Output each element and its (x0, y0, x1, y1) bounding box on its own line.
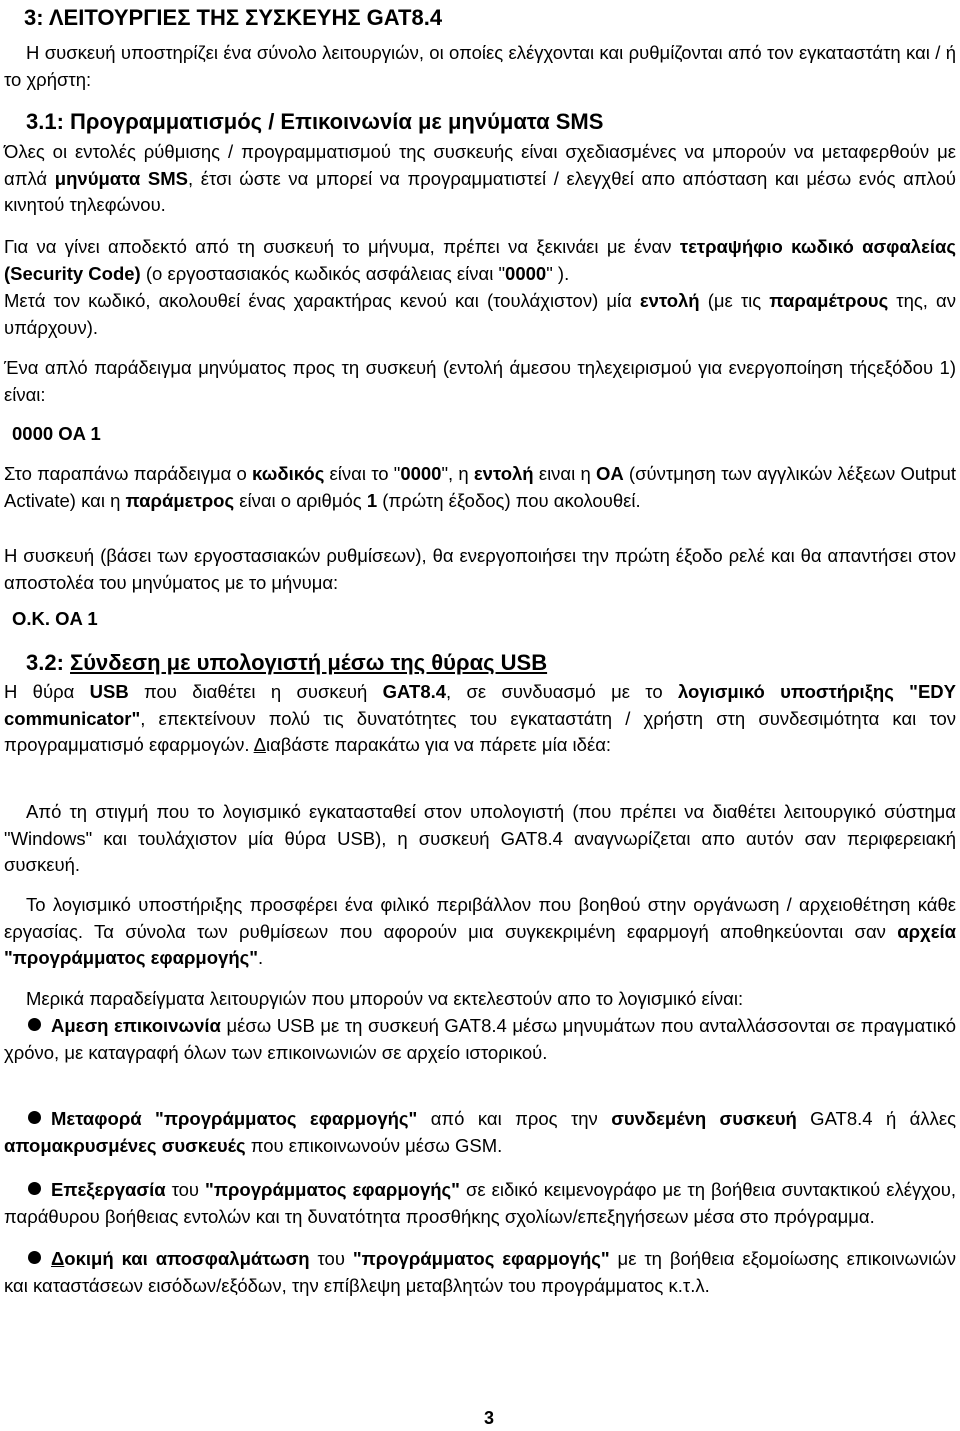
bullet-icon (28, 1018, 41, 1031)
list-item: Αμεση επικοινωνία μέσω USB με τη συσκευή GAT8.4 μέσω μηνυμάτων που ανταλλάσσονται σε πραγματικό χρόνο, με καταγραφή όλων των επικοινωνιών σε αρχείο ιστορικού. (4, 1015, 957, 1063)
sms-paragraph-5: Στο παραπάνω παράδειγμα ο κωδικός είναι το "0000", η εντολή ειναι η OA (σύντμηση των αγγλικών λέξεων Output Activate) και η παράμετρος είναι ο αριθμός 1 (πρώτη έξοδος) που ακολουθεί. (4, 463, 956, 511)
sms-example-code: 0000 OA 1 (12, 423, 101, 444)
intro-paragraph: Η συσκευή υποστηρίζει ένα σύνολο λειτουργιών, οι οποίες ελέγχονται και ρυθμίζονται από τον εγκαταστάτη και / ή το χρήστη: (4, 42, 956, 90)
usb-paragraph-1: Η θύρα USB που διαθέτει η συσκευή GAT8.4, σε συνδυασμό με το λογισμικό υποστήριξης "EDY communicator", επεκτείνουν πολύ τις δυνατότητες του εγκαταστάτη / χρήστη στη συνδεσιμότητα και τον προγραμματισμό εφαρμογών. Διαβάστε παρακάτω για να πάρετε μία ιδέα: (4, 681, 956, 756)
page-number: 3 (484, 1408, 495, 1428)
sms-paragraph-2: Για να γίνει αποδεκτό από τη συσκευή το μήνυμα, πρέπει να ξεκινάει με έναν τετραψήφιο κωδικό ασφαλείας (Security Code) (ο εργοστασιακός κωδικός ασφάλειας είναι "0000" ). (4, 236, 956, 284)
sms-paragraph-1: Όλες οι εντολές ρύθμισης / προγραμματισμού της συσκευής είναι σχεδιασμένες να μπορούν να μεταφερθούν με απλά μηνύματα SMS, έτσι ώστε να μπορεί να προγραμματιστεί / ελεγχθεί απο απόσταση και μέσω ενός απλού κινητού τηλεφώνου. (4, 141, 956, 216)
bullet-icon (28, 1111, 41, 1124)
list-item: Επεξεργασία του "προγράμματος εφαρμογής" σε ειδικό κειμενογράφο με τη βοήθεια συντακτικού ελέγχου, παράθυρου βοήθειας εντολών και τη δυνατότητα προσθήκης σχολίων/επεξηγήσεων μέσα στο πρόγραμμα. (4, 1179, 956, 1227)
list-item: Δοκιμή και αποσφαλμάτωση του "προγράμματος εφαρμογής" με τη βοήθεια εξομοίωσης επικοινωνιών και καταστάσεων εισόδων/εξόδων, την επίβλεψη μεταβλητών του προγράμματος κ.τ.λ. (4, 1248, 956, 1296)
sms-paragraph-3: Μετά τον κωδικό, ακολουθεί ένας χαρακτήρας κενού και (τουλάχιστον) μία εντολή (με τις παραμέτρους της, αν υπάρχουν). (4, 290, 956, 338)
page-title: 3: ΛΕΙΤΟΥΡΓΙΕΣ ΤΗΣ ΣΥΣΚΕΥΗΣ GAT8.4 (24, 5, 443, 30)
usb-paragraph-4: Μερικά παραδείγματα λειτουργιών που μπορούν να εκτελεστούν απο το λογισμικό είναι: (26, 988, 744, 1009)
list-item: Μεταφορά "προγράμματος εφαρμογής" από και προς την συνδεμένη συσκευή GAT8.4 ή άλλες απομακρυσμένες συσκευές που επικοινωνούν μέσω GSM. (4, 1108, 956, 1156)
usb-paragraph-3: Το λογισμικό υποστήριξης προσφέρει ένα φιλικό περιβάλλον που βοηθού στην οργάνωση / αρχειοθέτηση κάθε εργασίας. Τα σύνολα των ρυθμίσεων που αφορούν μια συγκεκριμένη εφαρμογή αποθηκεύονται σαν αρχεία "προγράμματος εφαρμογής". (4, 894, 956, 969)
sms-paragraph-4: Ένα απλό παράδειγμα μηνύματος προς τη συσκευή (εντολή άμεσου τηλεχειρισμού για ενεργοποίηση τήςεξόδου 1) είναι: (4, 357, 956, 405)
bullet-icon (28, 1182, 41, 1195)
usb-paragraph-2: Από τη στιγμή που το λογισμικό εγκατασταθεί στον υπολογιστή (που πρέπει να διαθέτει λειτουργικό σύστημα "Windows" και τουλάχιστον μία θύρα USB), η συσκευή GAT8.4 αναγνωρίζεται απο αυτόν σαν περιφερειακή συσκευή. (4, 801, 956, 876)
section-heading-usb: 3.2: Σύνδεση με υπολογιστή μέσω της θύρας USB (26, 650, 548, 675)
section-heading-sms: 3.1: Προγραμματισμός / Επικοινωνία με μηνύματα SMS (26, 109, 604, 134)
sms-reply-code: O.K. OA 1 (12, 608, 98, 629)
bullet-icon (28, 1251, 41, 1264)
sms-paragraph-6: Η συσκευή (βάσει των εργοστασιακών ρυθμίσεων), θα ενεργοποιήσει την πρώτη έξοδο ρελέ και θα απαντήσει στον αποστολέα του μηνύματος με το μήνυμα: (4, 545, 956, 593)
